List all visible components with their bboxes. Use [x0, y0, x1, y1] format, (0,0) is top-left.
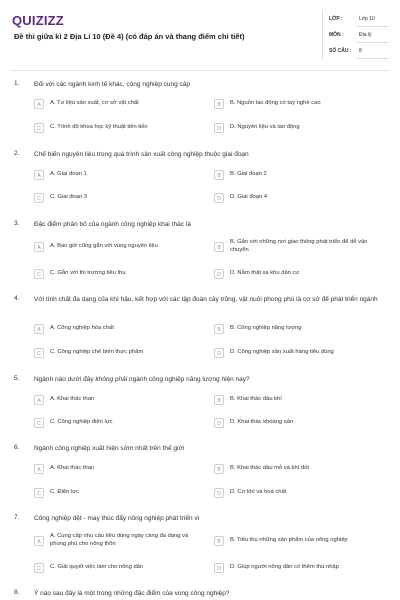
header-divider	[10, 70, 390, 71]
meta-subject	[329, 30, 389, 42]
question-text: Đối với các ngành kinh tế khác, công nghiệp cung cấp	[34, 81, 191, 88]
question-number: 2.	[14, 150, 20, 157]
option-text: A. Công nghiệp hóa chất	[50, 325, 114, 331]
option-text: D. Cơ khí và hoá chất	[230, 489, 287, 495]
option-badge: C	[34, 418, 44, 428]
option-badge: D	[214, 563, 224, 573]
option-badge: A	[34, 99, 44, 109]
option-badge: D	[214, 488, 224, 498]
meta-key: MÔN :	[329, 32, 344, 38]
meta-value: 8	[359, 48, 362, 54]
option-text: A. Khai thác than	[50, 465, 95, 471]
option-text: B. Khai thác dầu khí	[230, 396, 282, 402]
question-number: 3.	[14, 220, 20, 227]
question-number: 1.	[14, 80, 20, 87]
option-badge: B	[214, 395, 224, 405]
option-text: C. Giải quyết việc làm cho nông dân	[50, 564, 144, 570]
option-badge: C	[34, 123, 44, 133]
question-text: Công nghiệp dệt - may thúc đẩy nông nghiệp phát triển vì	[34, 515, 200, 522]
question-text: Với tính chất đa dạng của khí hậu, kết hợp với các tập đoàn cây trồng, vật nuôi phong phú là cơ sở để phát triển ngành	[34, 296, 378, 303]
option-text: D. Nằm thật xa khu dân cư	[230, 270, 300, 276]
header	[0, 0, 400, 72]
page-title: Đề thi giữa kì 2 Địa Lí 10 (Đề 4) (có đáp án và thang điểm chi tiết)	[14, 32, 245, 41]
option-text: A. Giai đoạn 1	[50, 171, 87, 177]
option-text: A. Bao giờ cũng gắn với vùng nguyên liệu	[50, 243, 158, 249]
option-badge: B	[214, 536, 224, 546]
question-text: Chế biến nguyên liệu trong quá trình sản xuất công nghiệp thuộc giai đoạn	[34, 151, 249, 158]
meta-key: SỐ CÂU :	[329, 48, 352, 54]
option-text: D. Giúp người nông dân có thêm thu nhập	[230, 564, 339, 570]
question-text: Ngành công nghiệp xuất hiện sớm nhất trên thế giới	[34, 445, 185, 452]
question-text-emphasis: không phải	[95, 376, 128, 383]
question-text: Ý nào sau đây là một trong những đặc điểm của vùng công nghiệp?	[34, 590, 230, 597]
option-badge: C	[34, 488, 44, 498]
option-text: B. Gắn với những nơi giao thông phát triển để dễ vận chuyển	[230, 239, 368, 253]
option-badge: B	[214, 242, 224, 252]
option-badge: B	[214, 170, 224, 180]
option-text: D. Nguyên liệu và lao động	[230, 124, 300, 130]
option-text: C. Trình độ khoa học kỹ thuật tiên tiến	[50, 124, 148, 130]
option-text: A. Khai thác than	[50, 396, 95, 402]
option-text: A. Cung cấp nhu cầu tiêu dùng ngày càng đa dạng và phong phú cho nông thôn	[50, 533, 189, 547]
option-badge: B	[214, 464, 224, 474]
option-text: D. Khai thác khoáng sản	[230, 419, 294, 425]
option-badge: A	[34, 464, 44, 474]
question-text-pre: Ngành nào dưới đây	[34, 376, 96, 383]
question-number: 5.	[14, 375, 20, 382]
meta-class	[329, 14, 389, 26]
option-badge: A	[34, 324, 44, 334]
option-badge: C	[34, 563, 44, 573]
option-text: B. Giai đoạn 2	[230, 171, 267, 177]
option-badge: B	[214, 99, 224, 109]
option-text: B. Công nghiệp năng lượng	[230, 325, 302, 331]
meta-value: Lớp 10	[359, 16, 375, 22]
option-badge: B	[214, 324, 224, 334]
option-text: B. Khai thác dầu mỏ và khí đốt	[230, 465, 309, 471]
quizizz-logo: QUIZIZZ	[12, 13, 64, 28]
option-text: C. Điện lực	[50, 489, 80, 495]
option-badge: A	[34, 242, 44, 252]
question-number: 8.	[14, 589, 20, 596]
option-text: C. Công nghiệp điện lực	[50, 419, 113, 425]
option-text: D. Giai đoạn 4	[230, 194, 268, 200]
question-text	[34, 375, 384, 384]
option-badge: A	[34, 170, 44, 180]
question-number: 6.	[14, 444, 20, 451]
question-number: 4.	[14, 295, 20, 302]
option-badge: A	[34, 536, 44, 546]
option-badge: D	[214, 193, 224, 203]
option-badge: D	[214, 418, 224, 428]
meta-box	[322, 10, 389, 60]
meta-value: Địa lý	[359, 32, 372, 38]
option-text: B. Nguồn lao động có tay nghề cao	[230, 100, 321, 106]
question-text-post: ngành công nghiệp năng lượng hiện nay?	[127, 376, 250, 383]
meta-count	[329, 46, 389, 58]
option-text: C. Công nghiệp chế biến thực phẩm	[50, 349, 144, 355]
option-badge: A	[34, 395, 44, 405]
question-number: 7.	[14, 514, 20, 521]
option-text: C. Gắn với thị trường tiêu thụ	[50, 270, 126, 276]
option-badge: D	[214, 348, 224, 358]
meta-key: LỚP :	[329, 16, 343, 22]
option-badge: D	[214, 123, 224, 133]
option-badge: C	[34, 348, 44, 358]
option-text: C. Giai đoạn 3	[50, 194, 88, 200]
option-badge: C	[34, 269, 44, 279]
option-badge: D	[214, 269, 224, 279]
option-badge: C	[34, 193, 44, 203]
option-text: B. Tiêu thụ những sản phẩm của nông nghiệp	[230, 537, 348, 543]
question-text: Đặc điểm phân bố của ngành công nghiệp khai thác là	[34, 221, 191, 228]
option-text: D. Công nghiệp sản xuất hàng tiêu dùng	[230, 349, 334, 355]
option-text: A. Tư liệu sản xuất, cơ sở vật chất	[50, 100, 139, 106]
